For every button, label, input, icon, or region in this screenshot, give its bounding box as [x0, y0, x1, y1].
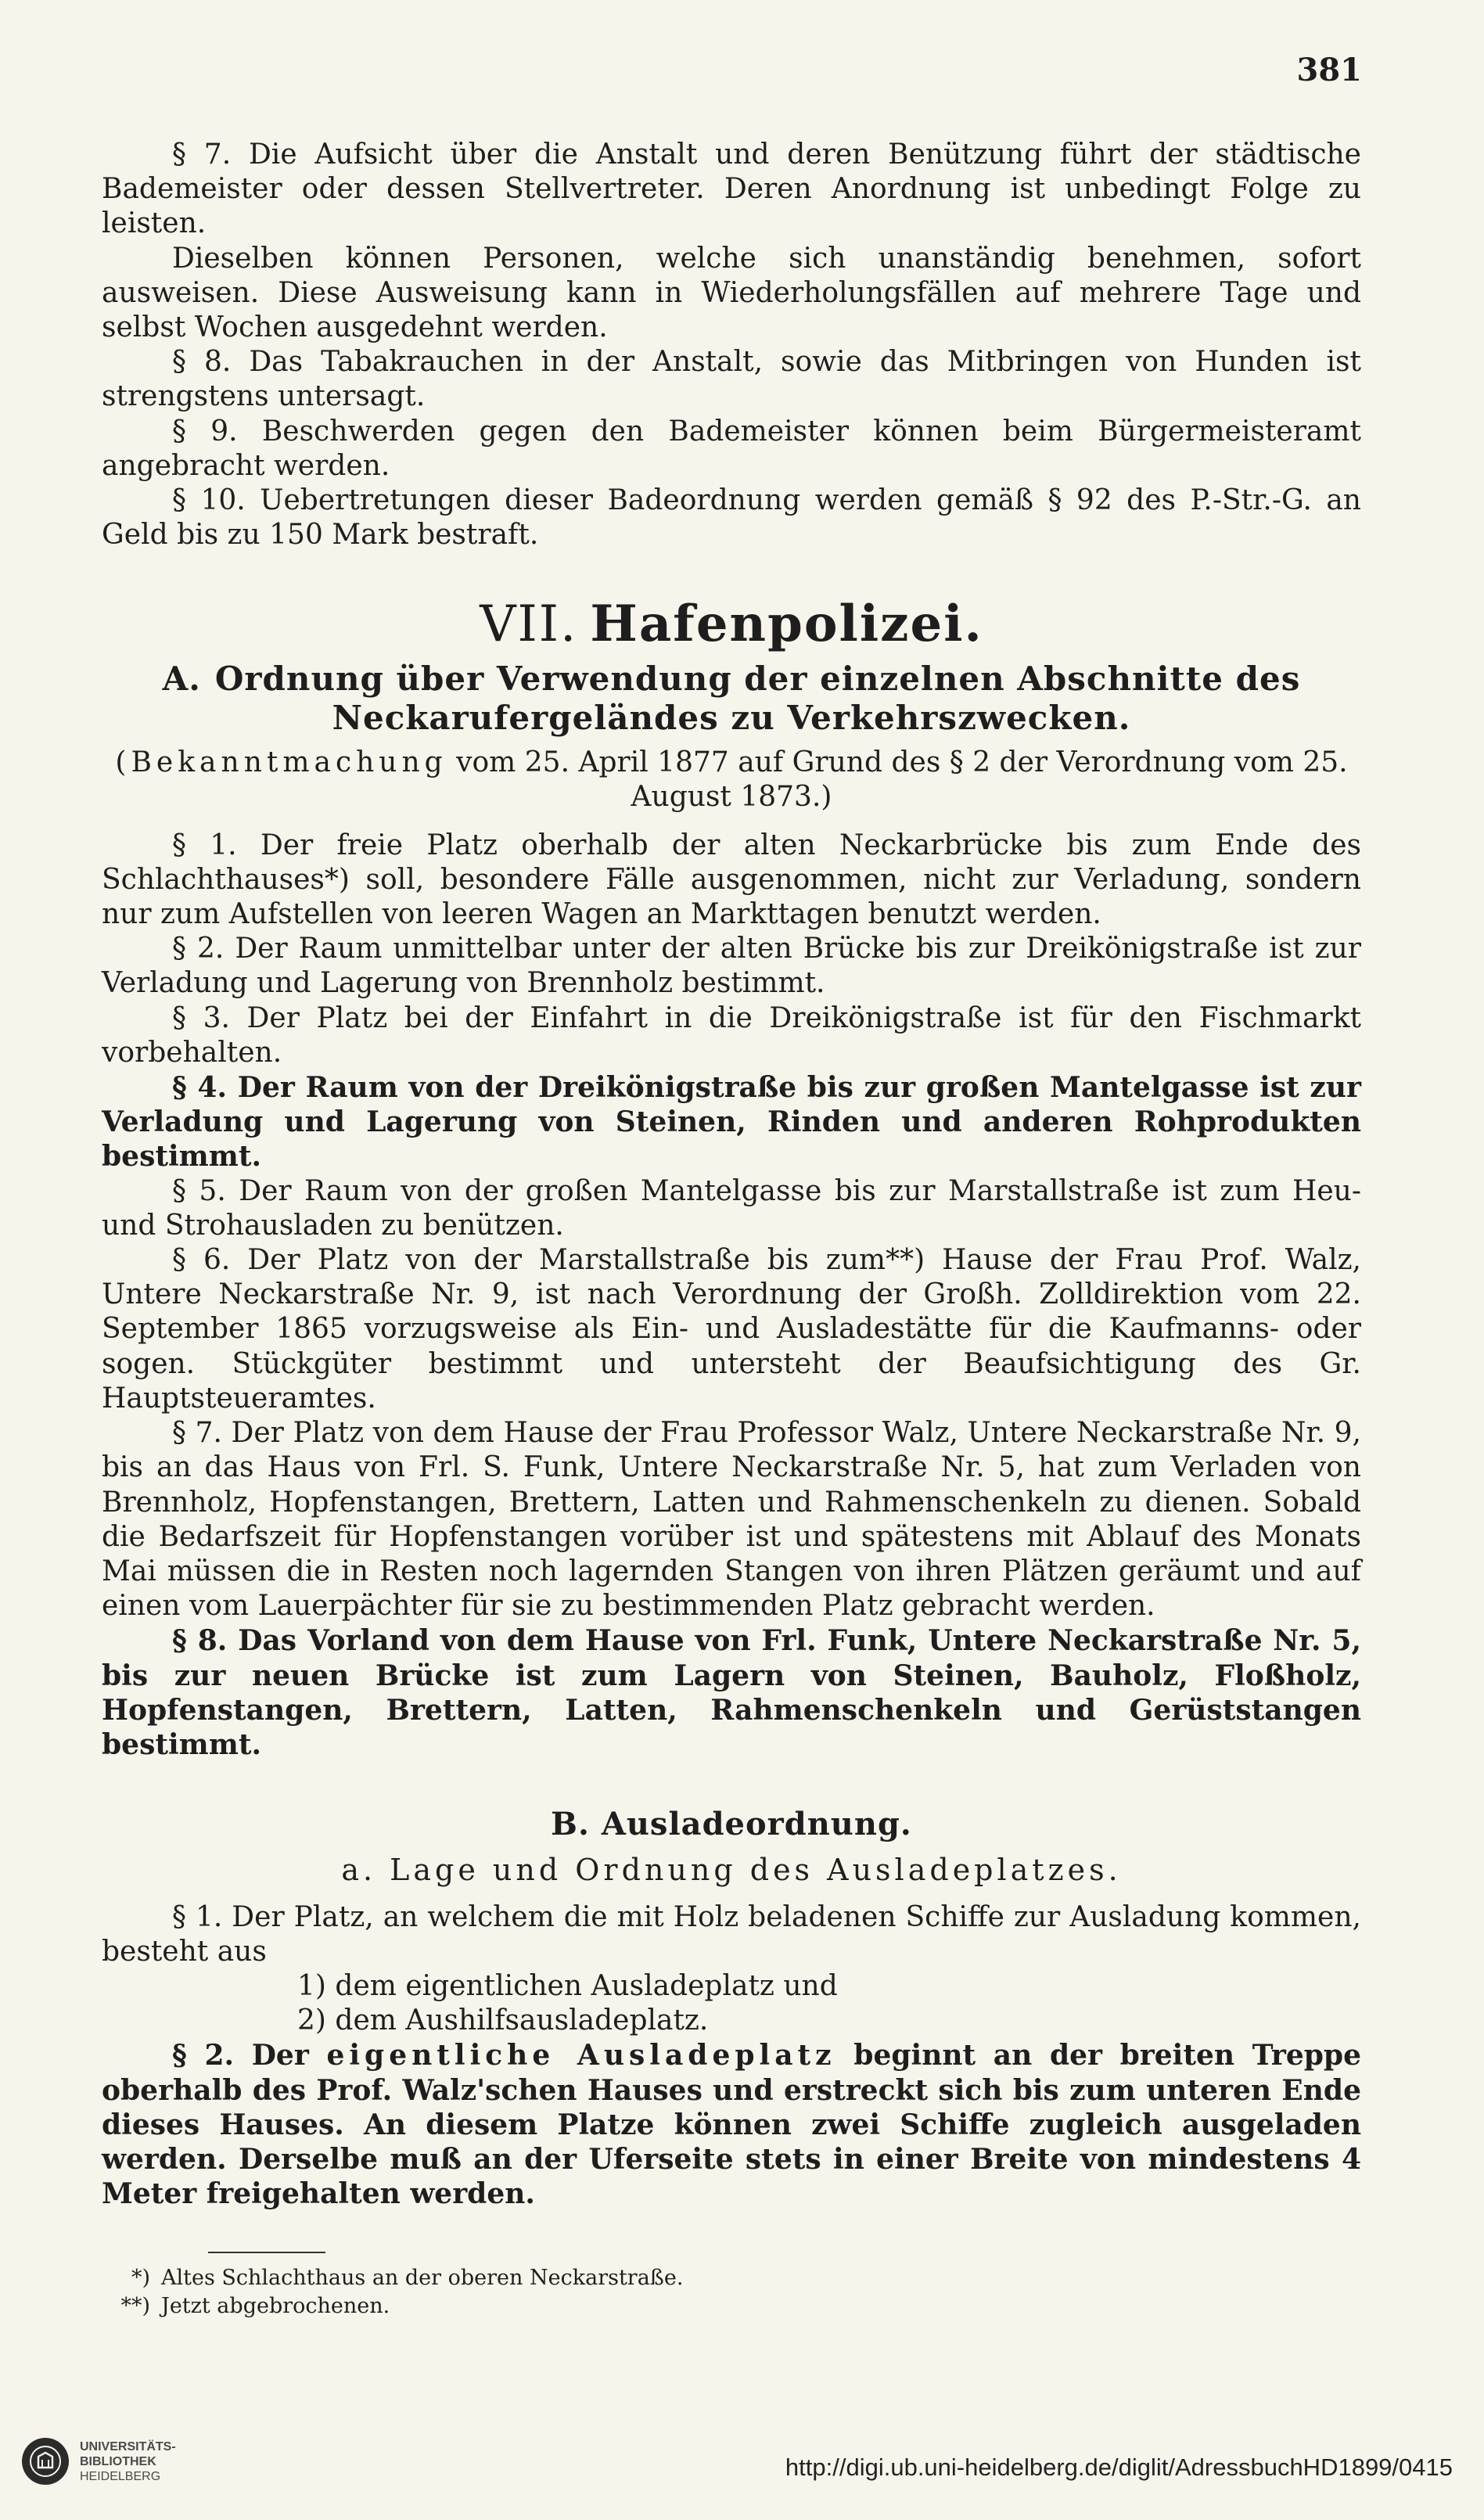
footnote [102, 2292, 1361, 2320]
chapter-number: VII. [480, 595, 578, 654]
section-b-heading [102, 1807, 1361, 1842]
footnote-text: Altes Schlachthaus an der oberen Neckarstraße. [161, 2266, 684, 2291]
page-body [102, 138, 1361, 2320]
paragraph-bath-10: § 10. Uebertretungen dieser Badeordnung werden gemäß § 92 des P.-Str.-G. an Geld bis zu 150 Mark bestraft. [102, 484, 1361, 552]
section-a-title: Ordnung über Verwendung der einzelnen Abschnitte des Neckarufergeländes zu Verkehrszwecken. [214, 659, 1301, 737]
section-a-letter: A. [162, 659, 201, 698]
list-item: 1) dem eigentlichen Ausladeplatz und [297, 1969, 838, 2002]
source-url-link[interactable]: http://digi.ub.uni-heidelberg.de/diglit/AdressbuchHD1899/0415 [785, 2453, 1453, 2481]
library-name [80, 2439, 176, 2484]
chapter-heading [102, 595, 1361, 654]
page-number: 381 [1296, 52, 1362, 88]
paragraph-a-1: § 1. Der freie Platz oberhalb der alten Neckarbrücke bis zum Ende des Schlachthauses*) soll, besondere Fälle ausgenommen, nicht zur Verladung, sondern nur zum Aufstellen von leeren Wagen an Markttagen benutzt werden. [102, 829, 1361, 931]
footnote-mark: **) [120, 2294, 150, 2319]
paragraph-bath-9: § 9. Beschwerden gegen den Bademeister können beim Bürgermeisteramt angebracht werden. [102, 415, 1361, 482]
paragraph-a-6: § 6. Der Platz von der Marstallstraße bis zum**) Hause der Frau Prof. Walz, Untere Neckarstraße Nr. 9, ist nach Verordnung der Großh. Zolldirektion vom 22. September 1865 vorzugsweise als Ein- und Ausladestätte für die Kaufmanns- oder sogen. Stückgüter bestimmt und untersteht der Beaufsichtigung des Gr. Hauptsteueramtes. [102, 1244, 1361, 1415]
chapter-title: Hafenpolizei. [590, 595, 983, 654]
paragraph-a-3: § 3. Der Platz bei der Einfahrt in die Dreikönigstraße ist für den Fischmarkt vorbehalten. [102, 1001, 1361, 1069]
paragraph-b-2-start: § 2. Der [172, 2039, 309, 2072]
footnote [102, 2264, 1361, 2292]
library-name-line: HEIDELBERG [80, 2469, 161, 2483]
section-b-title: Ausladeordnung. [601, 1806, 912, 1843]
footnote-divider [208, 2252, 325, 2253]
library-name-line: BIBLIOTHEK [80, 2454, 156, 2468]
section-b-letter: B. [551, 1806, 590, 1843]
library-name-line: UNIVERSITÄTS- [80, 2439, 176, 2453]
paragraph-bath-7: § 7. Die Aufsicht über die Anstalt und deren Benützung führt der städtische Bademeister oder dessen Stellvertreter. Deren Anordnung ist unbedingt Folge zu leisten. [102, 138, 1361, 240]
paragraph-a-4: § 4. Der Raum von der Dreikönigstraße bis zur großen Mantelgasse ist zur Verladung und Lagerung von Steinen, Rinden und anderen Rohprodukten bestimmt. [102, 1071, 1361, 1174]
paragraph-bath-8: § 8. Das Tabakrauchen in der Anstalt, sowie das Mitbringen von Hunden ist strengstens untersagt. [102, 346, 1361, 413]
paragraph-a-2: § 2. Der Raum unmittelbar unter der alten Brücke bis zur Dreikönigstraße ist zur Verladung und Lagerung von Brennholz bestimmt. [102, 933, 1361, 1000]
footnote-text: Jetzt abgebrochenen. [161, 2294, 390, 2319]
library-seal-icon [22, 2438, 69, 2485]
paragraph-a-8: § 8. Das Vorland von dem Hause von Frl. Funk, Untere Neckarstraße Nr. 5, bis zur neuen Brücke ist zum Lagern von Steinen, Bauholz, Floßholz, Hopfenstangen, Brettern, Latten, Rahmenschenkeln und Gerüststangen bestimmt. [102, 1624, 1361, 1761]
paragraph-bath-7-cont: Dieselben können Personen, welche sich unanständig benehmen, sofort ausweisen. Diese Ausweisung kann in Wiederholungsfällen auf mehrere Tage und selbst Wochen ausgedehnt werden. [102, 242, 1361, 344]
library-logo[interactable] [22, 2438, 176, 2485]
paragraph-b-2 [102, 2038, 1361, 2211]
paragraph-a-7: § 7. Der Platz von dem Hause der Frau Professor Walz, Untere Neckarstraße Nr. 9, bis an das Haus von Frl. S. Funk, Untere Neckarstraße Nr. 5, hat zum Verladen von Brennholz, Hopfenstangen, Brettern, Latten und Rahmenschenkeln zu dienen. Sobald die Bedarfszeit für Hopfenstangen vorüber ist und spätestens mit Ablauf des Monats Mai müssen die in Resten noch lagernden Stangen von ihren Plätzen geräumt und auf einen vom Lauerpächter für sie zu bestimmenden Platz gebracht werden. [102, 1417, 1361, 1623]
paragraph-b-2-emphasis: eigentliche Ausladeplatz [326, 2039, 836, 2072]
announcement-label: (Bekanntmachung [115, 746, 447, 778]
subsection-a-heading [102, 1853, 1361, 1887]
footnote-mark: *) [131, 2266, 150, 2291]
announcement-note [102, 746, 1361, 814]
paragraph-b-1: § 1. Der Platz, an welchem die mit Holz beladenen Schiffe zur Ausladung kommen, besteht aus [102, 1900, 1361, 1968]
announcement-date: vom 25. April 1877 auf Grund des § 2 der Verordnung vom 25. August 1873.) [456, 746, 1348, 813]
list-item: 2) dem Aushilfsausladeplatz. [297, 2004, 709, 2037]
paragraph-a-5: § 5. Der Raum von der großen Mantelgasse bis zur Marstallstraße ist zum Heu- und Strohausladen zu benützen. [102, 1174, 1361, 1242]
paragraph-b-2-end: beginnt an der breiten Treppe oberhalb des Prof. Walz'schen Hauses und erstreckt sich bis zum unteren Ende dieses Hauses. An diesem Platze können zwei Schiffe zugleich ausgeladen werden. Derselbe muß an der Uferseite stets in einer Breite von mindestens 4 Meter freigehalten werden. [102, 2039, 1361, 2211]
subsection-a-letter: a. [341, 1853, 377, 1888]
section-a-heading [102, 660, 1361, 738]
subsection-a-title: Lage und Ordnung des Ausladeplatzes. [390, 1853, 1122, 1888]
